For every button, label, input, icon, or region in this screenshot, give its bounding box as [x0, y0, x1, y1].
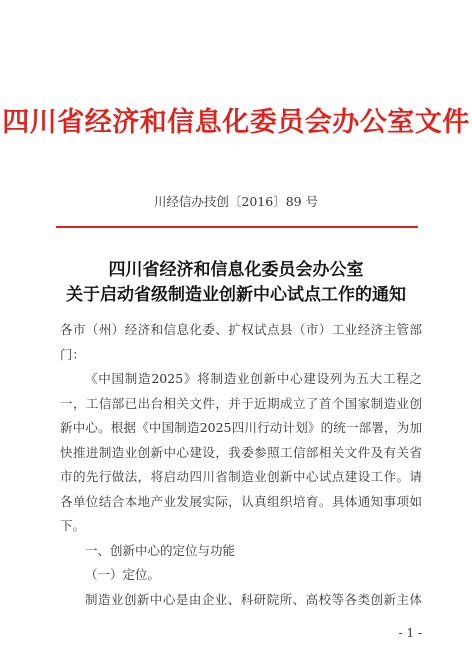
addressee-line-1: 各市（州）经济和信息化委、扩权试点县（市）工业经济主管部 — [60, 322, 422, 337]
subsection-1-heading: （一）定位。 — [85, 567, 161, 582]
red-separator-line — [56, 226, 418, 228]
paragraph-1-line: 快推进制造业创新中心建设，我委参照工信部相关文件及有关省 — [60, 444, 422, 460]
document-number: 川经信办技创〔2016〕89 号 — [153, 194, 319, 209]
notice-title-line-1: 四川省经济和信息化委员会办公室 — [108, 260, 364, 280]
paragraph-1-line: 《中国制造2025》将制造业创新中心建设列为五大工程之 — [85, 371, 422, 386]
paragraph-1-line: 各单位结合本地产业发展实际，认真组织培育。具体通知事项如 — [60, 493, 422, 509]
page-number: - 1 - — [398, 626, 422, 640]
paragraph-1-line: 市的先行做法，将启动四川省制造业创新中心试点建设工作。请 — [60, 469, 422, 484]
section-1-heading: 一、创新中心的定位与功能 — [85, 542, 236, 558]
paragraph-1-line: 一，工信部已出台相关文件，并于近期成立了首个国家制造业创 — [60, 395, 422, 411]
paragraph-2-line: 制造业创新中心是由企业、科研院所、高校等各类创新主体 — [85, 591, 422, 607]
notice-title-line-2: 关于启动省级制造业创新中心试点工作的通知 — [66, 285, 406, 305]
document-masthead: 四川省经济和信息化委员会办公室文件 — [2, 107, 470, 138]
addressee-line-2: 门： — [60, 346, 86, 362]
paragraph-1-line: 下。 — [60, 518, 86, 533]
notice-body — [60, 318, 422, 612]
paragraph-1-line: 新中心。根据《中国制造2025四川行动计划》的统一部署，为加 — [60, 420, 422, 435]
